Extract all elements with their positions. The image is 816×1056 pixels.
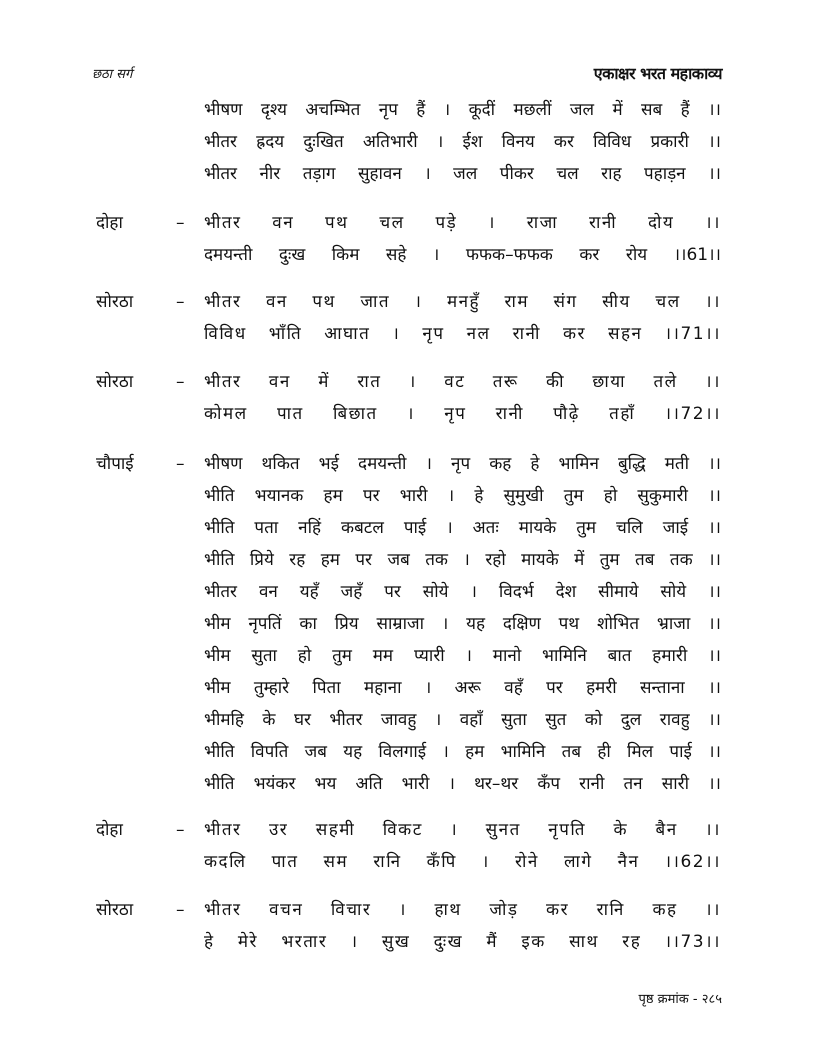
page-number: पृष्ठ क्रमांक - २८५ (638, 992, 722, 1007)
verse-text: भीमहि के घर भीतर जावहु । वहाँ सुता सुत को दुल रावहु ।। (204, 710, 721, 730)
verse-text: भीति भयंकर भय अति भारी । थर–थर कँप रानी तन सारी ।। (204, 774, 721, 794)
verse-line (0, 609, 816, 641)
verse-text: भीतर ह्रदय दुःखित अतिभारी । ईश विनय कर विविध प्रकारी ।। (204, 132, 721, 152)
verse-text: भीषण दृश्य अचम्भित नृप हैं । कूदीं मछलीं जल में सब हैं ।। (204, 100, 721, 120)
verse-line (0, 895, 816, 927)
verse-line (0, 399, 816, 431)
verse-block-sortha (0, 287, 816, 351)
verse-text: भीति प्रिये रह हम पर जब तक । रहो मायके में तुम तब तक ।। (204, 550, 721, 570)
verse-block-chaupai (0, 449, 816, 801)
verse-type-label: सोरठा (96, 372, 134, 392)
verse-line (0, 577, 816, 609)
verse-text: भीतर वन पथ चल पड़े । राजा रानी दोय ।। (204, 213, 721, 233)
verse-block-doha (0, 208, 816, 272)
running-header-book-title: एकाक्षर भरत महाकाव्य (593, 64, 722, 83)
verse-line (0, 673, 816, 705)
verse-line (0, 481, 816, 513)
running-header-chapter: छठा सर्ग (92, 67, 133, 82)
verse-type-label: दोहा (96, 213, 123, 233)
verse-text: भीषण थकित भई दमयन्ती । नृप कह हे भामिन बुद्धि मती ।। (204, 454, 721, 474)
verse-dash: – (176, 454, 185, 474)
verse-type-label: दोहा (96, 820, 123, 840)
verse-line (0, 705, 816, 737)
verse-line (0, 449, 816, 481)
verse-text: भीतर वन पथ जात । मनहुँ राम संग सीय चल ।। (204, 292, 721, 312)
verse-line (0, 159, 816, 191)
verse-line (0, 367, 816, 399)
verse-line (0, 208, 816, 240)
verse-type-label: सोरठा (96, 292, 134, 312)
verse-dash: – (176, 820, 185, 840)
verse-line (0, 287, 816, 319)
verse-text: कोमल पात बिछात । नृप रानी पौढ़े तहाँ ।।72।। (204, 404, 721, 424)
verse-block-continuation (0, 95, 816, 191)
verse-line (0, 927, 816, 959)
verse-block-sortha (0, 895, 816, 959)
verse-line (0, 545, 816, 577)
verse-line (0, 127, 816, 159)
verse-text: हे मेरे भरतार । सुख दुःख मैं इक साथ रह ।।73।। (204, 932, 721, 952)
verse-line (0, 319, 816, 351)
verse-line (0, 240, 816, 272)
verse-text: भीति भयानक हम पर भारी । हे सुमुखी तुम हो सुकुमारी ।। (204, 486, 721, 506)
verse-type-label: सोरठा (96, 900, 134, 920)
verse-line (0, 641, 816, 673)
verse-text: भीति पता नहिं कबटल पाई । अतः मायके तुम चलि जाई ।। (204, 518, 721, 538)
verse-line (0, 95, 816, 127)
verse-line (0, 847, 816, 879)
verse-text: भीम सुता हो तुम मम प्यारी । मानो भामिनि बात हमारी ।। (204, 646, 721, 666)
verse-text: भीतर उर सहमी विकट । सुनत नृपति के बैन ।। (204, 820, 721, 840)
verse-block-doha (0, 815, 816, 879)
verse-text: कदलि पात सम रानि कँपि । रोने लागे नैन ।।62।। (204, 852, 721, 872)
verse-text: विविध भाँति आघात । नृप नल रानी कर सहन ।।71।। (204, 324, 721, 344)
verse-text: भीम तुम्हारे पिता महाना । अरू वहँ पर हमरी सन्ताना ।। (204, 678, 721, 698)
verse-block-sortha (0, 367, 816, 431)
verse-dash: – (176, 292, 185, 312)
verse-text: भीम नृपतिं का प्रिय साम्राजा । यह दक्षिण पथ शोभित भ्राजा ।। (204, 614, 721, 634)
verse-dash: – (176, 900, 185, 920)
verse-type-label: चौपाई (96, 454, 134, 474)
verse-text: भीतर वन में रात । वट तरू की छाया तले ।। (204, 372, 721, 392)
verse-text: भीतर वन यहँ जहँ पर सोये । विदर्भ देश सीमाये सोये ।। (204, 582, 721, 602)
verse-line (0, 769, 816, 801)
verse-dash: – (176, 213, 185, 233)
verse-text: भीतर वचन विचार । हाथ जोड़ कर रानि कह ।। (204, 900, 721, 920)
verse-text: दमयन्ती दुःख किम सहे । फफक–फफक कर रोय ।।61।। (204, 245, 721, 265)
verse-dash: – (176, 372, 185, 392)
verse-text: भीतर नीर तड़ाग सुहावन । जल पीकर चल राह पहाड़न ।। (204, 164, 721, 184)
verse-line (0, 737, 816, 769)
verse-line (0, 815, 816, 847)
verse-text: भीति विपति जब यह विलगाई । हम भामिनि तब ही मिल पाई ।। (204, 742, 721, 762)
verse-line (0, 513, 816, 545)
